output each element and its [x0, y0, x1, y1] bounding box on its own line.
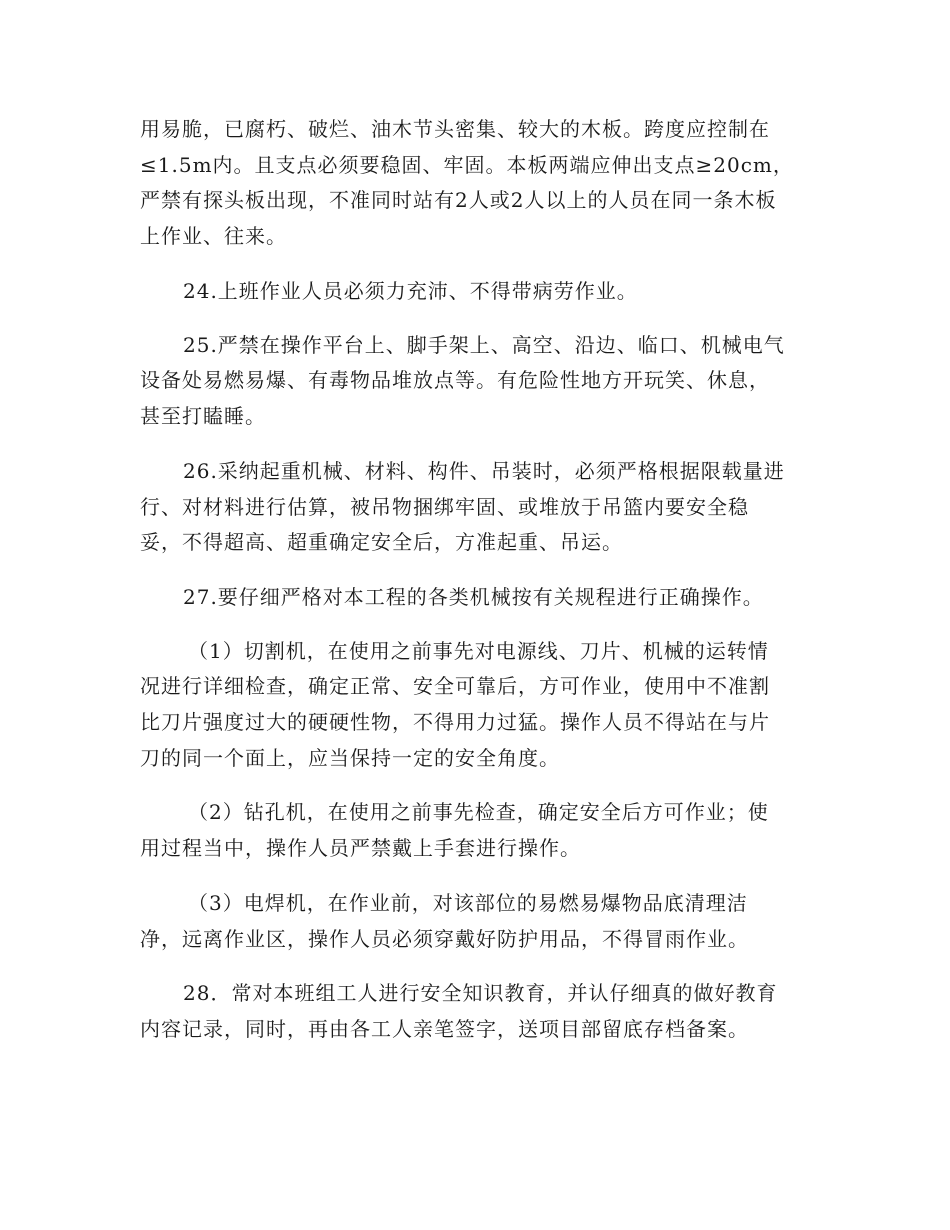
text-line: 内容记录，同时，再由各工人亲笔签字，送项目部留底存档备案。 [140, 1017, 749, 1041]
text-line: ≤1.5m内。且支点必须要稳固、牢固。本板两端应伸出支点≥20cm， [140, 153, 794, 177]
text-line: 严禁有探头板出现，不准同时站有2人或2人以上的人员在同一条木板 [140, 188, 777, 212]
text-line: 用易脆，已腐朽、破烂、油木节头密集、较大的木板。跨度应控制在 [140, 117, 770, 141]
text-line: 甚至打瞌睡。 [140, 404, 266, 428]
text-line: 28．常对本班组工人进行安全知识教育，并认仔细真的做好教育 [183, 981, 778, 1005]
text-line: 用过程当中，操作人员严禁戴上手套进行操作。 [140, 836, 581, 860]
text-line: （1）切割机，在使用之前事先对电源线、刀片、机械的运转情 [188, 639, 769, 663]
text-line: 27.要仔细严格对本工程的各类机械按有关规程进行正确操作。 [183, 585, 764, 609]
text-line: 24.上班作业人员必须力充沛、不得带病劳作业。 [183, 279, 638, 303]
text-line: 净，远离作业区，操作人员必须穿戴好防护用品，不得冒雨作业。 [140, 927, 749, 951]
text-line: 况进行详细检查，确定正常、安全可靠后，方可作业，使用中不准割 [140, 674, 770, 698]
text-line: （2）钻孔机，在使用之前事先检查，确定安全后方可作业；使 [188, 800, 769, 824]
text-line: 25.严禁在操作平台上、脚手架上、高空、沿边、临口、机械电气 [183, 333, 785, 357]
text-line: 刀的同一个面上，应当保持一定的安全角度。 [140, 746, 560, 770]
text-line: 设备处易燃易爆、有毒物品堆放点等。有危险性地方开玩笑、休息， [140, 368, 770, 392]
text-line: 上作业、往来。 [140, 224, 287, 248]
text-line: 行、对材料进行估算，被吊物捆绑牢固、或堆放于吊篮内要安全稳 [140, 495, 749, 519]
text-line: 比刀片强度过大的硬硬性物，不得用力过猛。操作人员不得站在与片 [140, 710, 770, 734]
text-line: 26.采纳起重机械、材料、构件、吊装时，必须严格根据限载量进 [183, 459, 785, 483]
text-line: （3）电焊机，在作业前，对该部位的易燃易爆物品底清理洁 [188, 891, 748, 915]
text-line: 妥，不得超高、超重确定安全后，方准起重、吊运。 [140, 530, 623, 554]
